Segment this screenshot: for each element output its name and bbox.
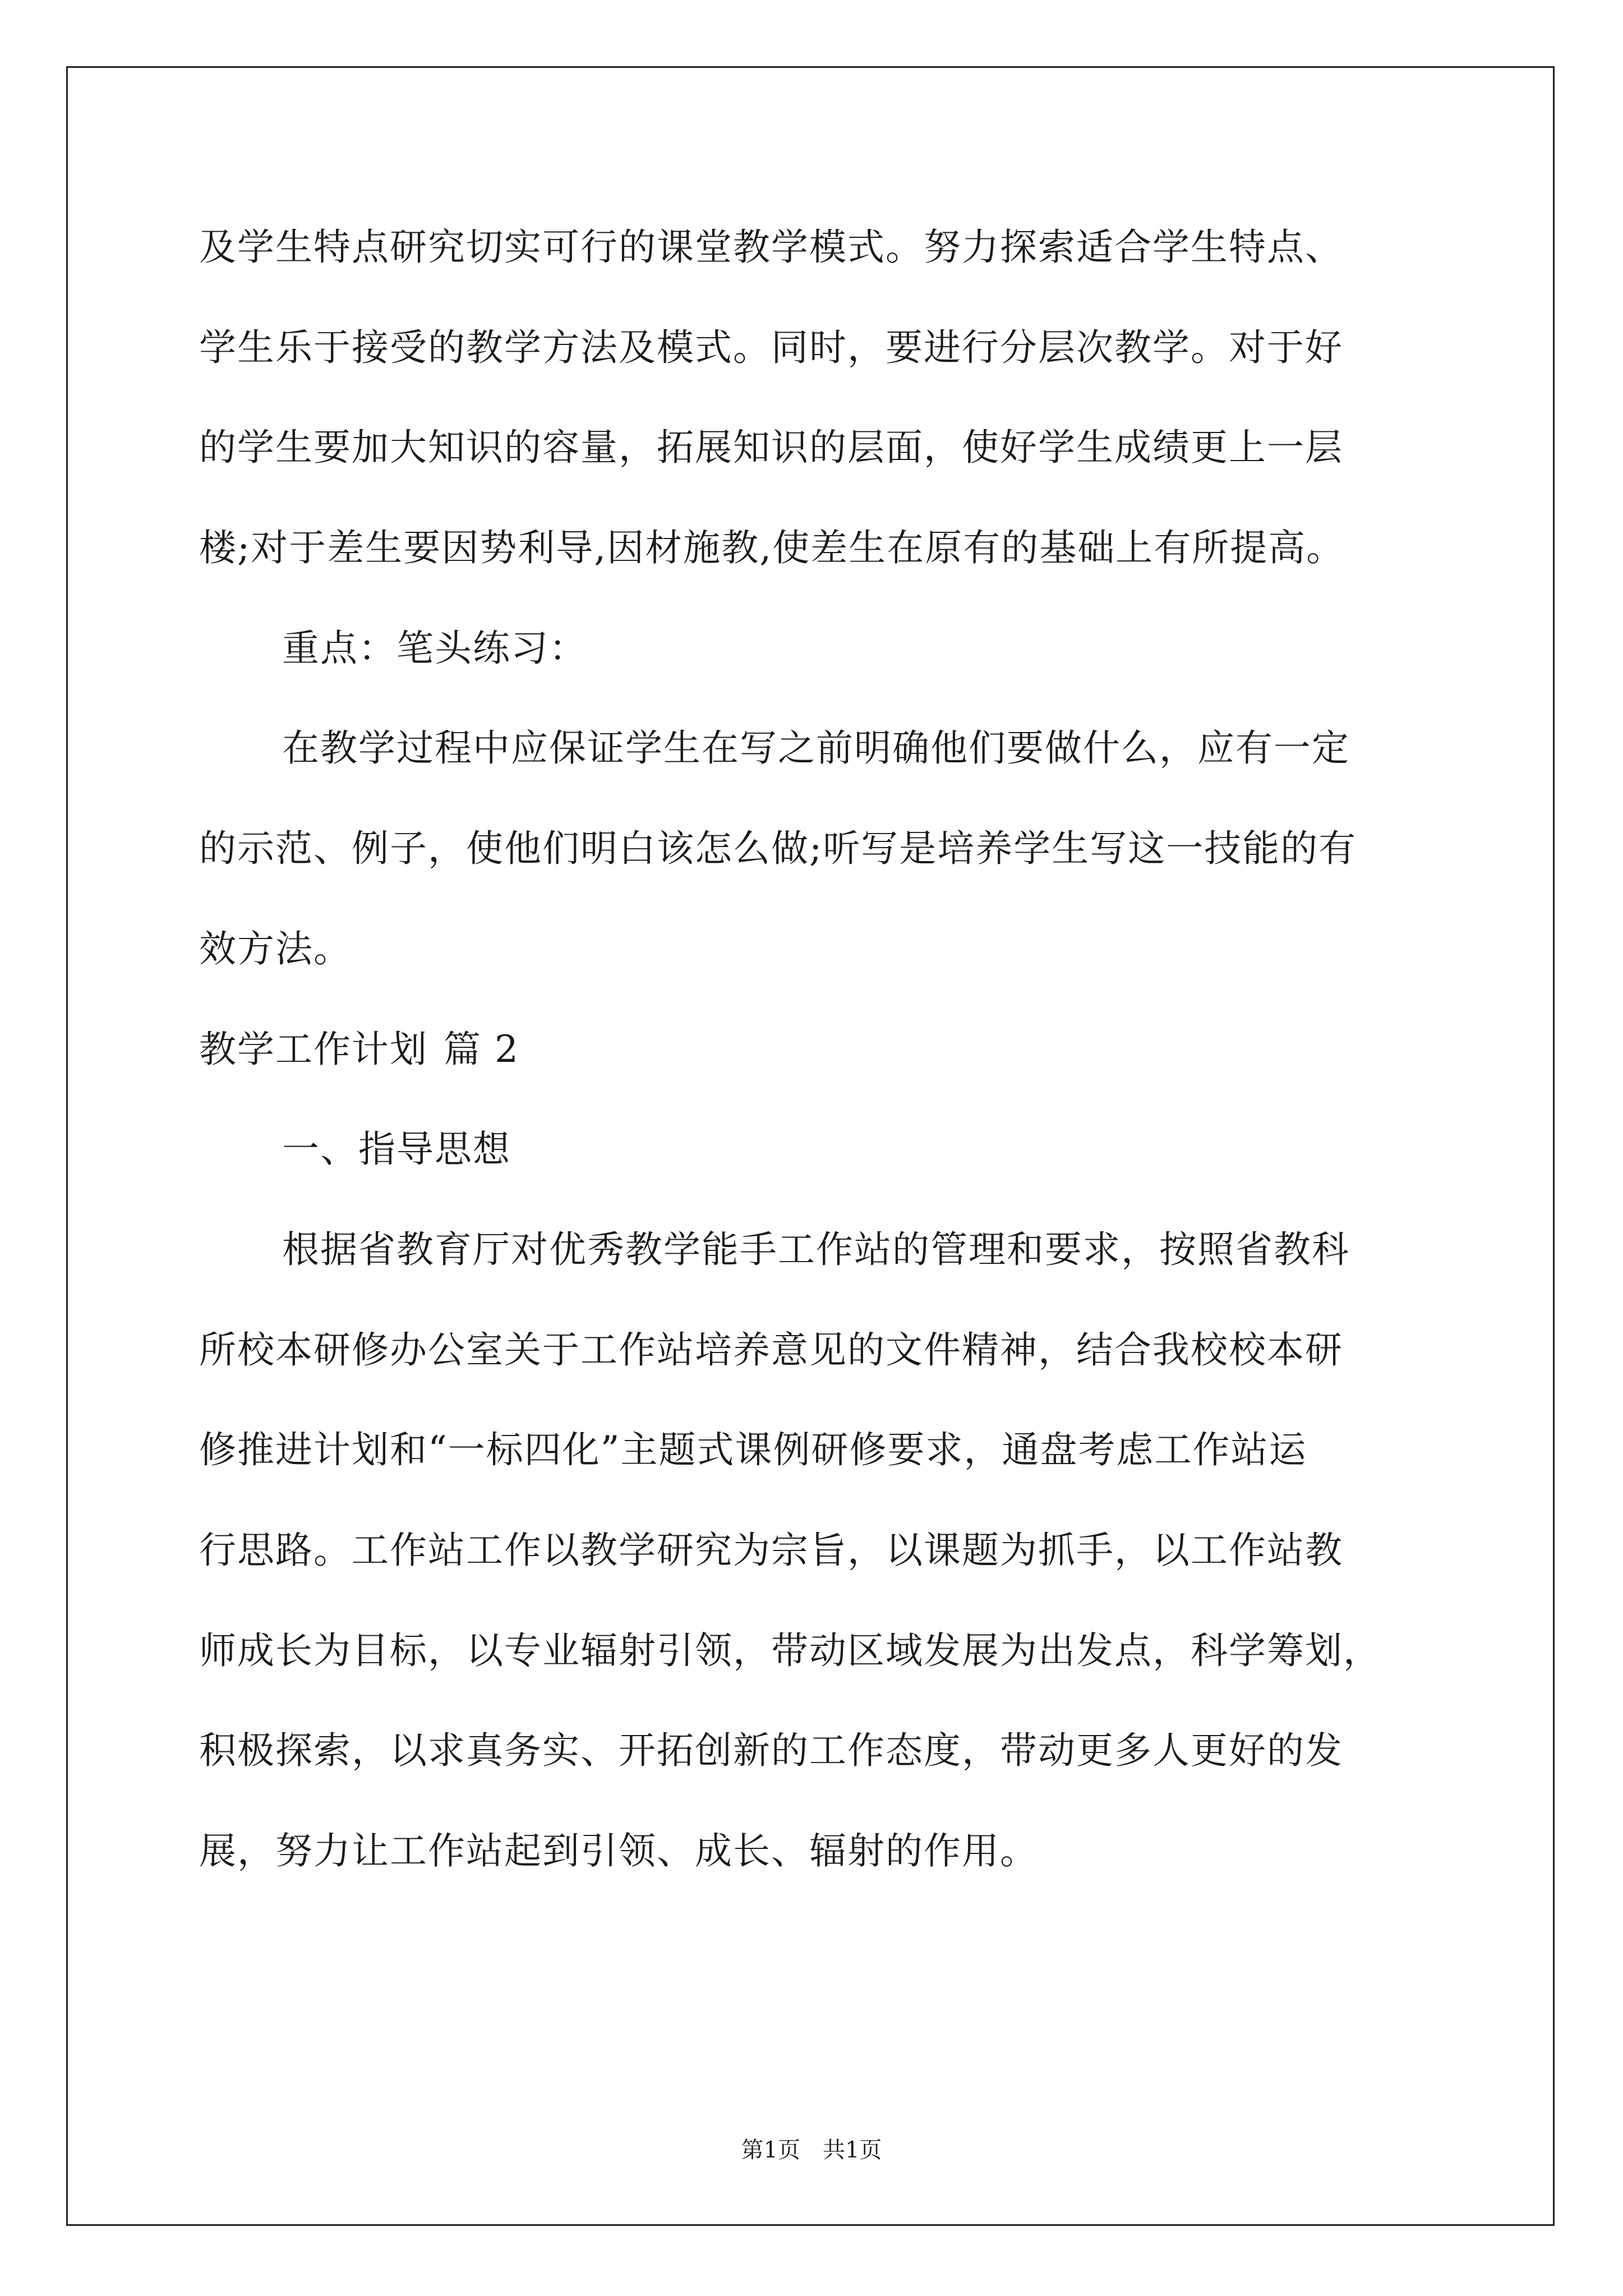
paragraph-line: 的学生要加大知识的容量，拓展知识的层面，使好学生成绩更上一层 [199, 426, 1343, 470]
subheading-guiding-thought: 一、指导思想 [282, 1128, 511, 1171]
paragraph-line: 的示范、例子，使他们明白该怎么做;听写是培养学生写这一技能的有 [199, 827, 1357, 871]
document-body [199, 197, 1441, 1902]
page-total: 共1页 [823, 2137, 882, 2163]
paragraph-line: 修推进计划和“一标四化”主题式课例研修要求，通盘考虑工作站运 [199, 1428, 1307, 1472]
paragraph-line: 根据省教育厅对优秀教学能手工作站的管理和要求，按照省教科 [282, 1227, 1350, 1271]
section-number: 篇 2 [444, 1027, 519, 1071]
paragraph-line: 效方法。 [199, 927, 352, 970]
page-number: 第1页 [741, 2137, 800, 2163]
section-heading [199, 1000, 1441, 1100]
subheading-focus: 重点：笔头练习： [282, 626, 587, 670]
paragraph-line: 学生乐于接受的教学方法及模式。同时，要进行分层次教学。对于好 [199, 325, 1343, 369]
paragraph-line: 展，努力让工作站起到引领、成长、辐射的作用。 [199, 1829, 1038, 1872]
section-title: 教学工作计划 [199, 1027, 428, 1071]
paragraph-line: 及学生特点研究切实可行的课堂教学模式。努力探索适合学生特点、 [199, 226, 1343, 269]
paragraph-line: 在教学过程中应保证学生在写之前明确他们要做什么，应有一定 [282, 726, 1350, 770]
paragraph-line: 行思路。工作站工作以教学研究为宗旨，以课题为抓手，以工作站教 [199, 1528, 1343, 1572]
paragraph-line: 师成长为目标，以专业辐射引领，带动区域发展为出发点，科学筹划， [199, 1628, 1381, 1672]
paragraph-line: 楼;对于差生要因势利导,因材施教,使差生在原有的基础上有所提高。 [199, 526, 1345, 570]
paragraph-line: 积极探索，以求真务实、开拓创新的工作态度，带动更多人更好的发 [199, 1729, 1343, 1773]
paragraph-line: 所校本研修办公室关于工作站培养意见的文件精神，结合我校校本研 [199, 1328, 1343, 1372]
page-footer [0, 2136, 1623, 2164]
